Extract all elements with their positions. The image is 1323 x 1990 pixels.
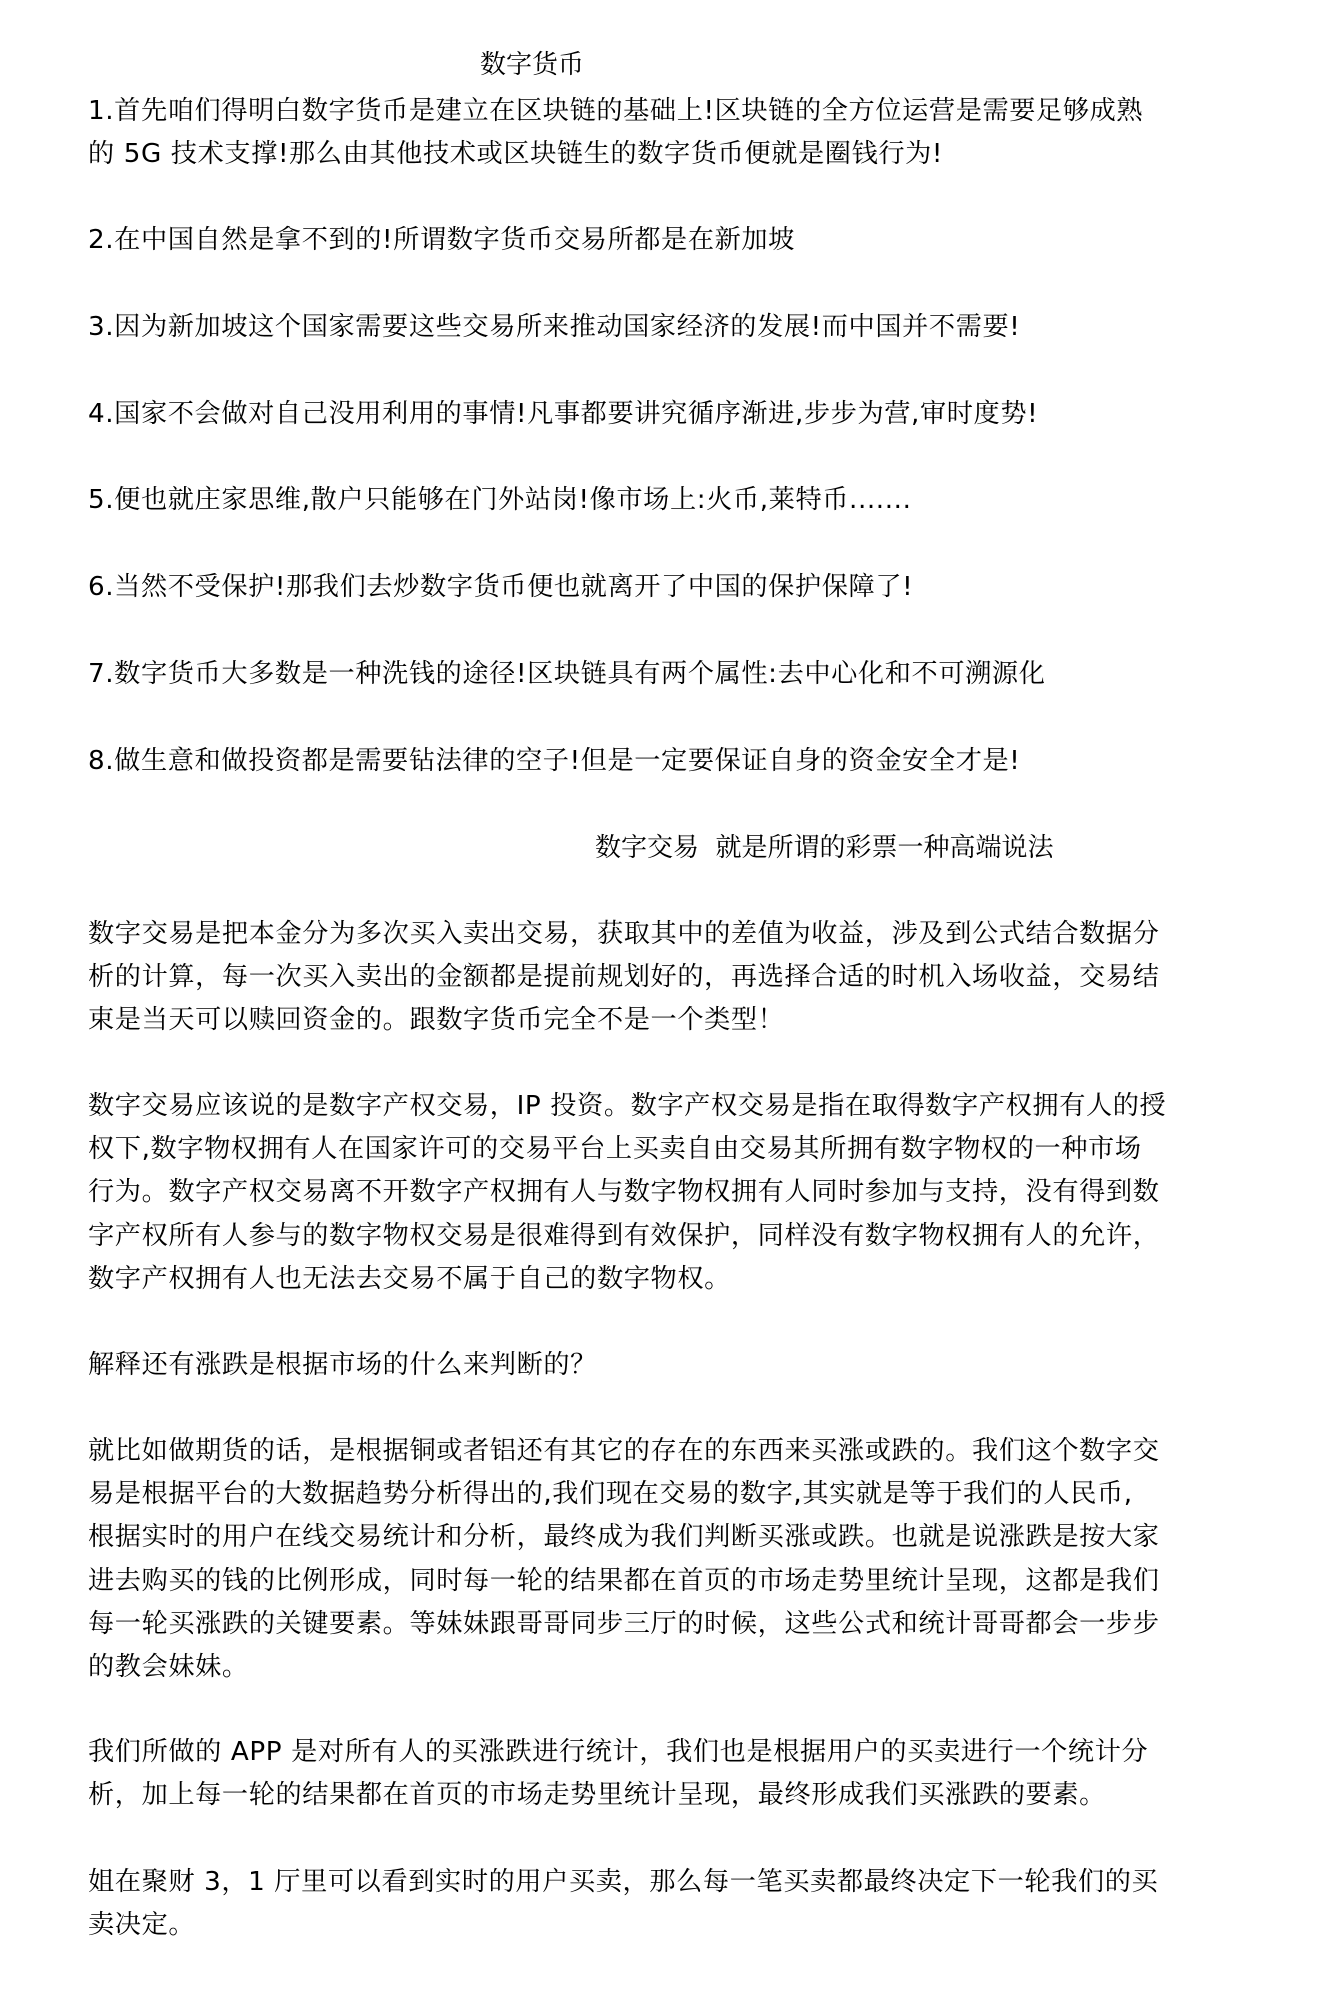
text-line: 每一轮买涨跌的关键要素。等妹妹跟哥哥同步三厅的时候，这些公式和统计哥哥都会一步步 (88, 1608, 1160, 1639)
text-line: 1.首先咱们得明白数字货币是建立在区块链的基础上!区块链的全方位运营是需要足够成熟 (88, 96, 1144, 126)
paragraph-app-statistics (88, 1731, 1238, 1817)
text-line: 解释还有涨跌是根据市场的什么来判断的？ (88, 1350, 597, 1380)
text-line: 易是根据平台的大数据趋势分析得出的,我们现在交易的数字,其实就是等于我们的人民币, (88, 1479, 1133, 1510)
text-line: 权下,数字物权拥有人在国家许可的交易平台上买卖自由交易其所拥有数字物权的一种市场 (88, 1134, 1142, 1165)
text-line: 我们所做的 APP 是对所有人的买涨跌进行统计，我们也是根据用户的买卖进行一个统计分 (88, 1737, 1149, 1767)
text-line: 数字交易应该说的是数字产权交易，IP 投资。数字产权交易是指在取得数字产权拥有人的授 (88, 1091, 1167, 1121)
numbered-point-8 (88, 740, 1238, 783)
text-line: 的 5G 技术支撑!那么由其他技术或区块链生的数字货币便就是圈钱行为! (88, 139, 944, 170)
paragraph-digital-trading-definition (88, 913, 1238, 1043)
text-line: 析的计算，每一次买入卖出的金额都是提前规划好的，再选择合适的时机入场收益，交易结 (88, 962, 1160, 993)
text-line: 卖决定。 (88, 1910, 196, 1941)
text-line: 行为。数字产权交易离不开数字产权拥有人与数字物权拥有人同时参加与支持，没有得到数 (88, 1177, 1160, 1208)
text-line: 字产权所有人参与的数字物权交易是很难得到有效保护，同样没有数字物权拥有人的允许， (88, 1220, 1160, 1251)
text-line: 数字交易是把本金分为多次买入卖出交易，获取其中的差值为收益，涉及到公式结合数据分 (88, 919, 1160, 949)
paragraph-digital-property-trading (88, 1085, 1238, 1301)
paragraph-hall-trading (88, 1861, 1238, 1947)
text-line: 的教会妹妹。 (88, 1652, 249, 1683)
text-line: 束是当天可以赎回资金的。跟数字货币完全不是一个类型！ (88, 1005, 785, 1036)
paragraph-futures-explanation (88, 1430, 1238, 1689)
numbered-point-7 (88, 653, 1238, 696)
text-line: 5.便也就庄家思维,散户只能够在门外站岗!像市场上:火币,莱特币....... (88, 485, 912, 515)
numbered-point-1 (88, 90, 1238, 176)
text-line: 7.数字货币大多数是一种洗钱的途径!区块链具有两个属性:去中心化和不可溯源化 (88, 659, 1046, 689)
text-line: 就比如做期货的话，是根据铜或者铝还有其它的存在的东西来买涨或跌的。我们这个数字交 (88, 1436, 1160, 1466)
text-line: 根据实时的用户在线交易统计和分析，最终成为我们判断买涨或跌。也就是说涨跌是按大家 (88, 1522, 1160, 1553)
numbered-point-2 (88, 219, 1238, 262)
text-line: 数字产权拥有人也无法去交易不属于自己的数字物权。 (88, 1263, 731, 1294)
text-line: 进去购买的钱的比例形成，同时每一轮的结果都在首页的市场走势里统计呈现，这都是我们 (88, 1565, 1160, 1596)
document-title: 数字货币 (480, 50, 585, 80)
numbered-point-5 (88, 479, 1238, 522)
text-line: 析，加上每一轮的结果都在首页的市场走势里统计呈现，最终形成我们买涨跌的要素。 (88, 1780, 1106, 1811)
text-line: 姐在聚财 3，1 厅里可以看到实时的用户买卖，那么每一笔买卖都最终决定下一轮我们的买 (88, 1867, 1159, 1897)
text-line: 2.在中国自然是拿不到的!所谓数字货币交易所都是在新加坡 (88, 225, 795, 255)
section-heading: 数字交易 就是所谓的彩票一种高端说法 (595, 833, 1054, 863)
text-line: 6.当然不受保护!那我们去炒数字货币便也就离开了中国的保护保障了! (88, 572, 914, 602)
numbered-point-4 (88, 393, 1238, 436)
text-line: 4.国家不会做对自己没用利用的事情!凡事都要讲究循序渐进,步步为营,审时度势! (88, 399, 1039, 429)
text-line: 8.做生意和做投资都是需要钻法律的空子!但是一定要保证自身的资金安全才是! (88, 746, 1021, 776)
text-line: 3.因为新加坡这个国家需要这些交易所来推动国家经济的发展!而中国并不需要! (88, 312, 1021, 342)
paragraph-question (88, 1344, 1238, 1387)
numbered-point-3 (88, 306, 1238, 349)
numbered-point-6 (88, 566, 1238, 609)
